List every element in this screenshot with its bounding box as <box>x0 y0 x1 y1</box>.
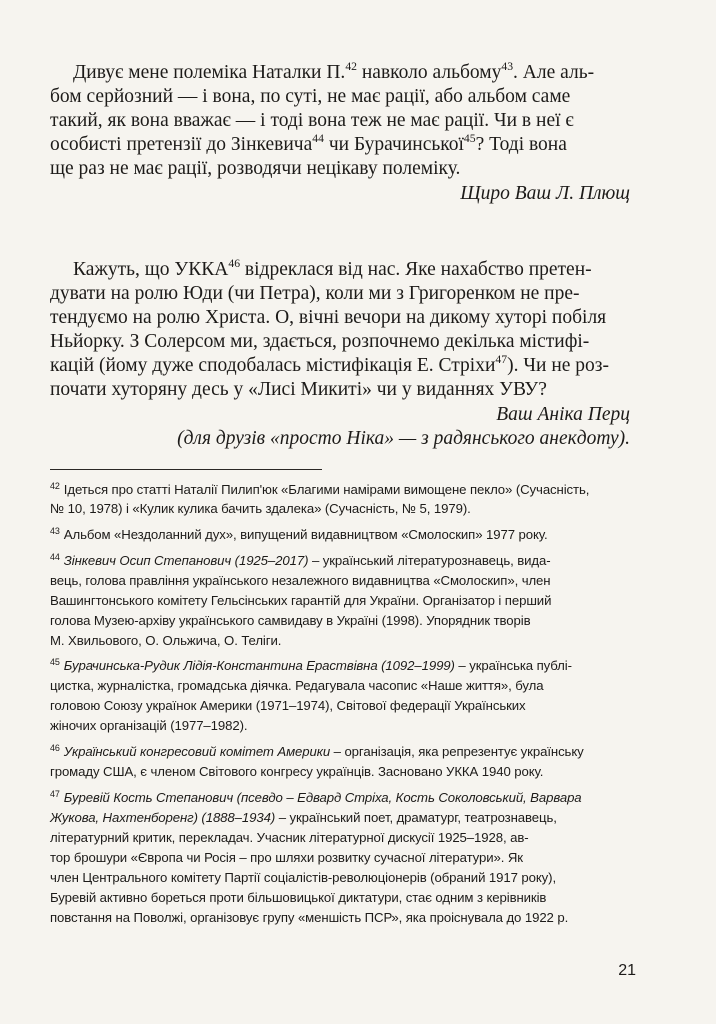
footnote-47-line-2: Жукова, Нахтенборенг) (1888–1934) – український поет, драматург, театрознавець, <box>50 810 557 825</box>
letter2-line-2: дувати на ролю Юди (чи Петра), коли ми з Григоренком не пре- <box>50 283 580 304</box>
footnote-ref-45[interactable]: 45 <box>463 131 476 145</box>
footnote-44-line-2: вець, голова правління українського незалежного видавництва «Смолоскип», член <box>50 573 551 588</box>
footnote-47-line-4: тор брошури «Європа чи Росія – про шляхи розвитку сучасної літератури». Як <box>50 850 523 865</box>
letter2-line-5: кацій (йому дуже сподобалась містифікація Е. Стріхи$^{47}$). Чи не роз- <box>50 352 609 376</box>
letter1-line-3: такий, як вона вважає — і тоді вона теж не має рації. Чи в неї є <box>50 110 574 131</box>
letter2-line-3: тендуємо на ролю Христа. О, вічні вечори на дикому хуторі побіля <box>50 307 607 328</box>
footnote-43-number: 43 <box>50 525 60 536</box>
footnote-47-line-1: $^{47}$ Буревій Кость Степанович (псевдо – Едвард Стріха, Кость Соколовський, Варвара <box>50 788 582 805</box>
letter1-line-2: бом серйозний — і вона, по суті, не має рації, або альбом саме <box>50 86 571 107</box>
letter2-line-4: Ньйорку. З Солерсом ми, здається, розпочнемо декілька містифі- <box>50 331 590 352</box>
footnote-46-line-2: громаду США, є членом Світового конгресу українців. Засновано УККА 1940 року. <box>50 764 544 779</box>
letter1-line-4: особисті претензії до Зінкевича$^{44}$ чи Бурачинської$^{45}$? Тоді вона <box>50 131 567 155</box>
footnote-divider <box>50 469 322 470</box>
footnote-44-number: 44 <box>50 551 60 562</box>
footnote-47-line-6: Буревій активно бореться проти більшовицької диктатури, стає одним з керівників <box>50 890 547 905</box>
footnote-44-line-1: $^{44}$ Зінкевич Осип Степанович (1925–2017) – український літературознавець, вида- <box>50 551 551 568</box>
footnote-46-number: 46 <box>50 742 60 753</box>
footnote-45-line-1: $^{45}$ Бурачинська-Рудик Лідія-Константина Ераствівна (1092–1999) – українська публі- <box>50 656 572 673</box>
footnote-47-line-3: літературний критик, перекладач. Учасник літературної дискусії 1925–1928, ав- <box>50 830 529 845</box>
footnote-ref-43[interactable]: 43 <box>501 59 514 73</box>
letter2-note: (для друзів «просто Ніка» — з радянського анекдоту). <box>177 428 630 449</box>
footnote-44-line-4: голова Музею-архіву українського самвидаву в Україні (1998). Упорядник творів <box>50 613 531 628</box>
footnote-42-line-1: $^{42}$ Ідеться про статті Наталії Пилип'юк «Благими намірами вимощене пекло» (Сучасність, <box>50 480 590 497</box>
letter1-signature: Щиро Ваш Л. Плющ <box>460 183 630 204</box>
footnote-ref-46[interactable]: 46 <box>228 256 241 270</box>
footnote-44-line-5: М. Хвильового, О. Ольжича, О. Теліги. <box>50 633 282 648</box>
footnote-47-line-7: повстання на Поволжі, організовує групу «меншість ПСР», яка проіснувала до 1922 р. <box>50 910 569 925</box>
footnote-ref-44[interactable]: 44 <box>312 131 324 145</box>
footnote-45-line-3: головою Союзу українок Америки (1971–1974), Світової федерації Українських <box>50 698 526 713</box>
footnote-45-line-4: жіночих організацій (1977–1982). <box>50 718 248 733</box>
footnote-45-line-2: цистка, журналістка, громадська діячка. Редагувала часопис «Наше життя», була <box>50 678 544 693</box>
letter1-line-5: ще раз не має рації, розводячи нецікаву полеміку. <box>50 158 461 179</box>
footnote-46-line-1: $^{46}$ Український конгресовий комітет Америки – організація, яка репрезентує українську <box>50 742 584 759</box>
letter2-line-1: Кажуть, що УККА$^{46}$ відреклася від нас. Яке нахабство претен- <box>73 256 592 280</box>
footnote-ref-42[interactable]: 42 <box>345 59 357 73</box>
letter1-line-1: Дивує мене полеміка Наталки П.$^{42}$ навколо альбому$^{43}$. Але аль- <box>73 59 595 83</box>
footnote-42-line-2: № 10, 1978) і «Кулик кулика бачить здалека» (Сучасність, № 5, 1979). <box>50 501 471 516</box>
footnote-44-line-3: Вашингтонського комітету Гельсінських гарантій для України. Організатор і перший <box>50 593 552 608</box>
footnote-ref-47[interactable]: 47 <box>495 352 508 366</box>
footnote-45-number: 45 <box>50 656 60 667</box>
footnote-47-number: 47 <box>50 788 60 799</box>
footnote-42-number: 42 <box>50 480 60 491</box>
footnote-43-line-1: $^{43}$ Альбом «Нездоланний дух», випущений видавництвом «Смолоскип» 1977 року. <box>50 525 548 542</box>
footnote-47-line-5: член Центрального комітету Партії соціалістів-революціонерів (обраний 1917 року), <box>50 870 557 885</box>
page-number: 21 <box>618 962 636 979</box>
letter2-signature: Ваш Аніка Перц <box>496 404 630 425</box>
letter2-line-6: почати хуторяну десь у «Лисі Микиті» чи у виданнях УВУ? <box>50 379 547 400</box>
